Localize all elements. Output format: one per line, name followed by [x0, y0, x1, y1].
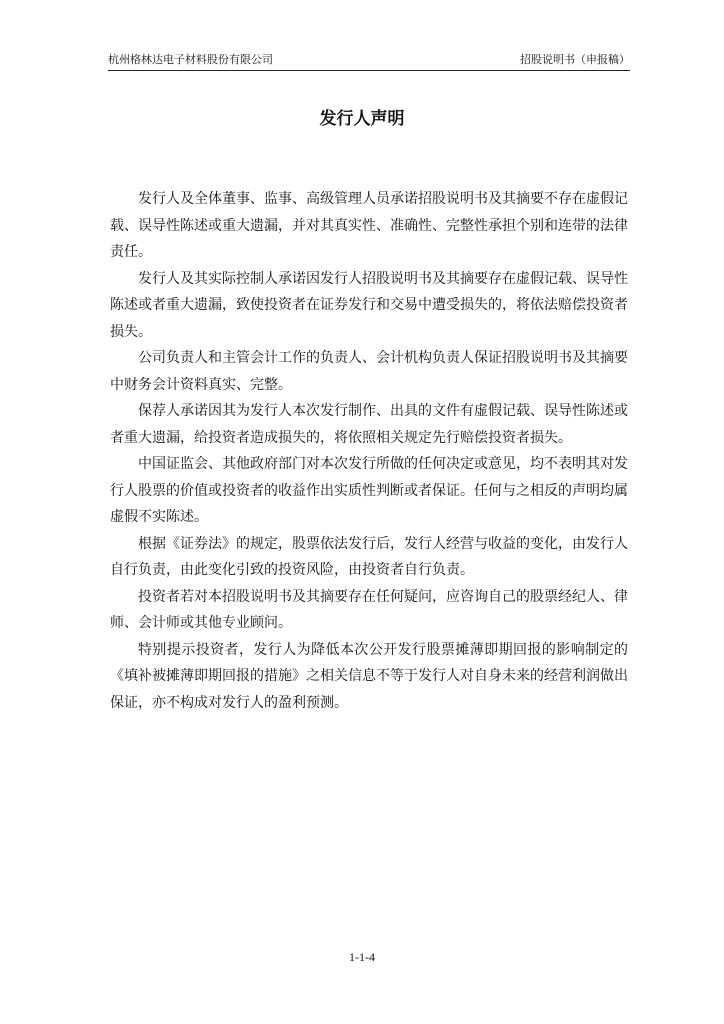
paragraph: 发行人及全体董事、监事、高级管理人员承诺招股说明书及其摘要不存在虚假记载、误导性陈述或重大遗漏，并对其真实性、准确性、完整性承担个别和连带的法律责任。: [110, 191, 628, 260]
page-number: 1-1-4: [349, 950, 375, 964]
paragraph: 特别提示投资者，发行人为降低本次公开发行股票摊薄即期回报的影响制定的《填补被摊薄即期回报的措施》之相关信息不等于发行人对自身未来的经营利润做出保证，亦不构成对发行人的盈利预测。: [110, 641, 628, 711]
header-company-name: 杭州格林达电子材料股份有限公司: [108, 53, 273, 66]
statement-body: [110, 186, 628, 716]
paragraph: 根据《证券法》的规定，股票依法发行后，发行人经营与收益的变化，由发行人自行负责，由此变化引致的投资风险，由投资者自行负责。: [110, 535, 628, 578]
paragraph: 公司负责人和主管会计工作的负责人、会计机构负责人保证招股说明书及其摘要中财务会计资料真实、完整。: [110, 350, 628, 393]
paragraph: 保荐人承诺因其为发行人本次发行制作、出具的文件有虚假记载、误导性陈述或者重大遗漏，给投资者造成损失的，将依照相关规定先行赔偿投资者损失。: [110, 403, 628, 446]
header-document-type: 招股说明书（申报稿）: [520, 53, 630, 66]
paragraph: 中国证监会、其他政府部门对本次发行所做的任何决定或意见，均不表明其对发行人股票的价值或投资者的收益作出实质性判断或者保证。任何与之相反的声明均属虚假不实陈述。: [110, 456, 628, 525]
page-title: 发行人声明: [319, 109, 405, 129]
paragraph: 投资者若对本招股说明书及其摘要存在任何疑问，应咨询自己的股票经纪人、律师、会计师或其他专业顾问。: [110, 588, 628, 631]
paragraph: 发行人及其实际控制人承诺因发行人招股说明书及其摘要存在虚假记载、误导性陈述或者重大遗漏，致使投资者在证券发行和交易中遭受损失的，将依法赔偿投资者损失。: [110, 270, 628, 340]
page-header: [108, 50, 630, 71]
